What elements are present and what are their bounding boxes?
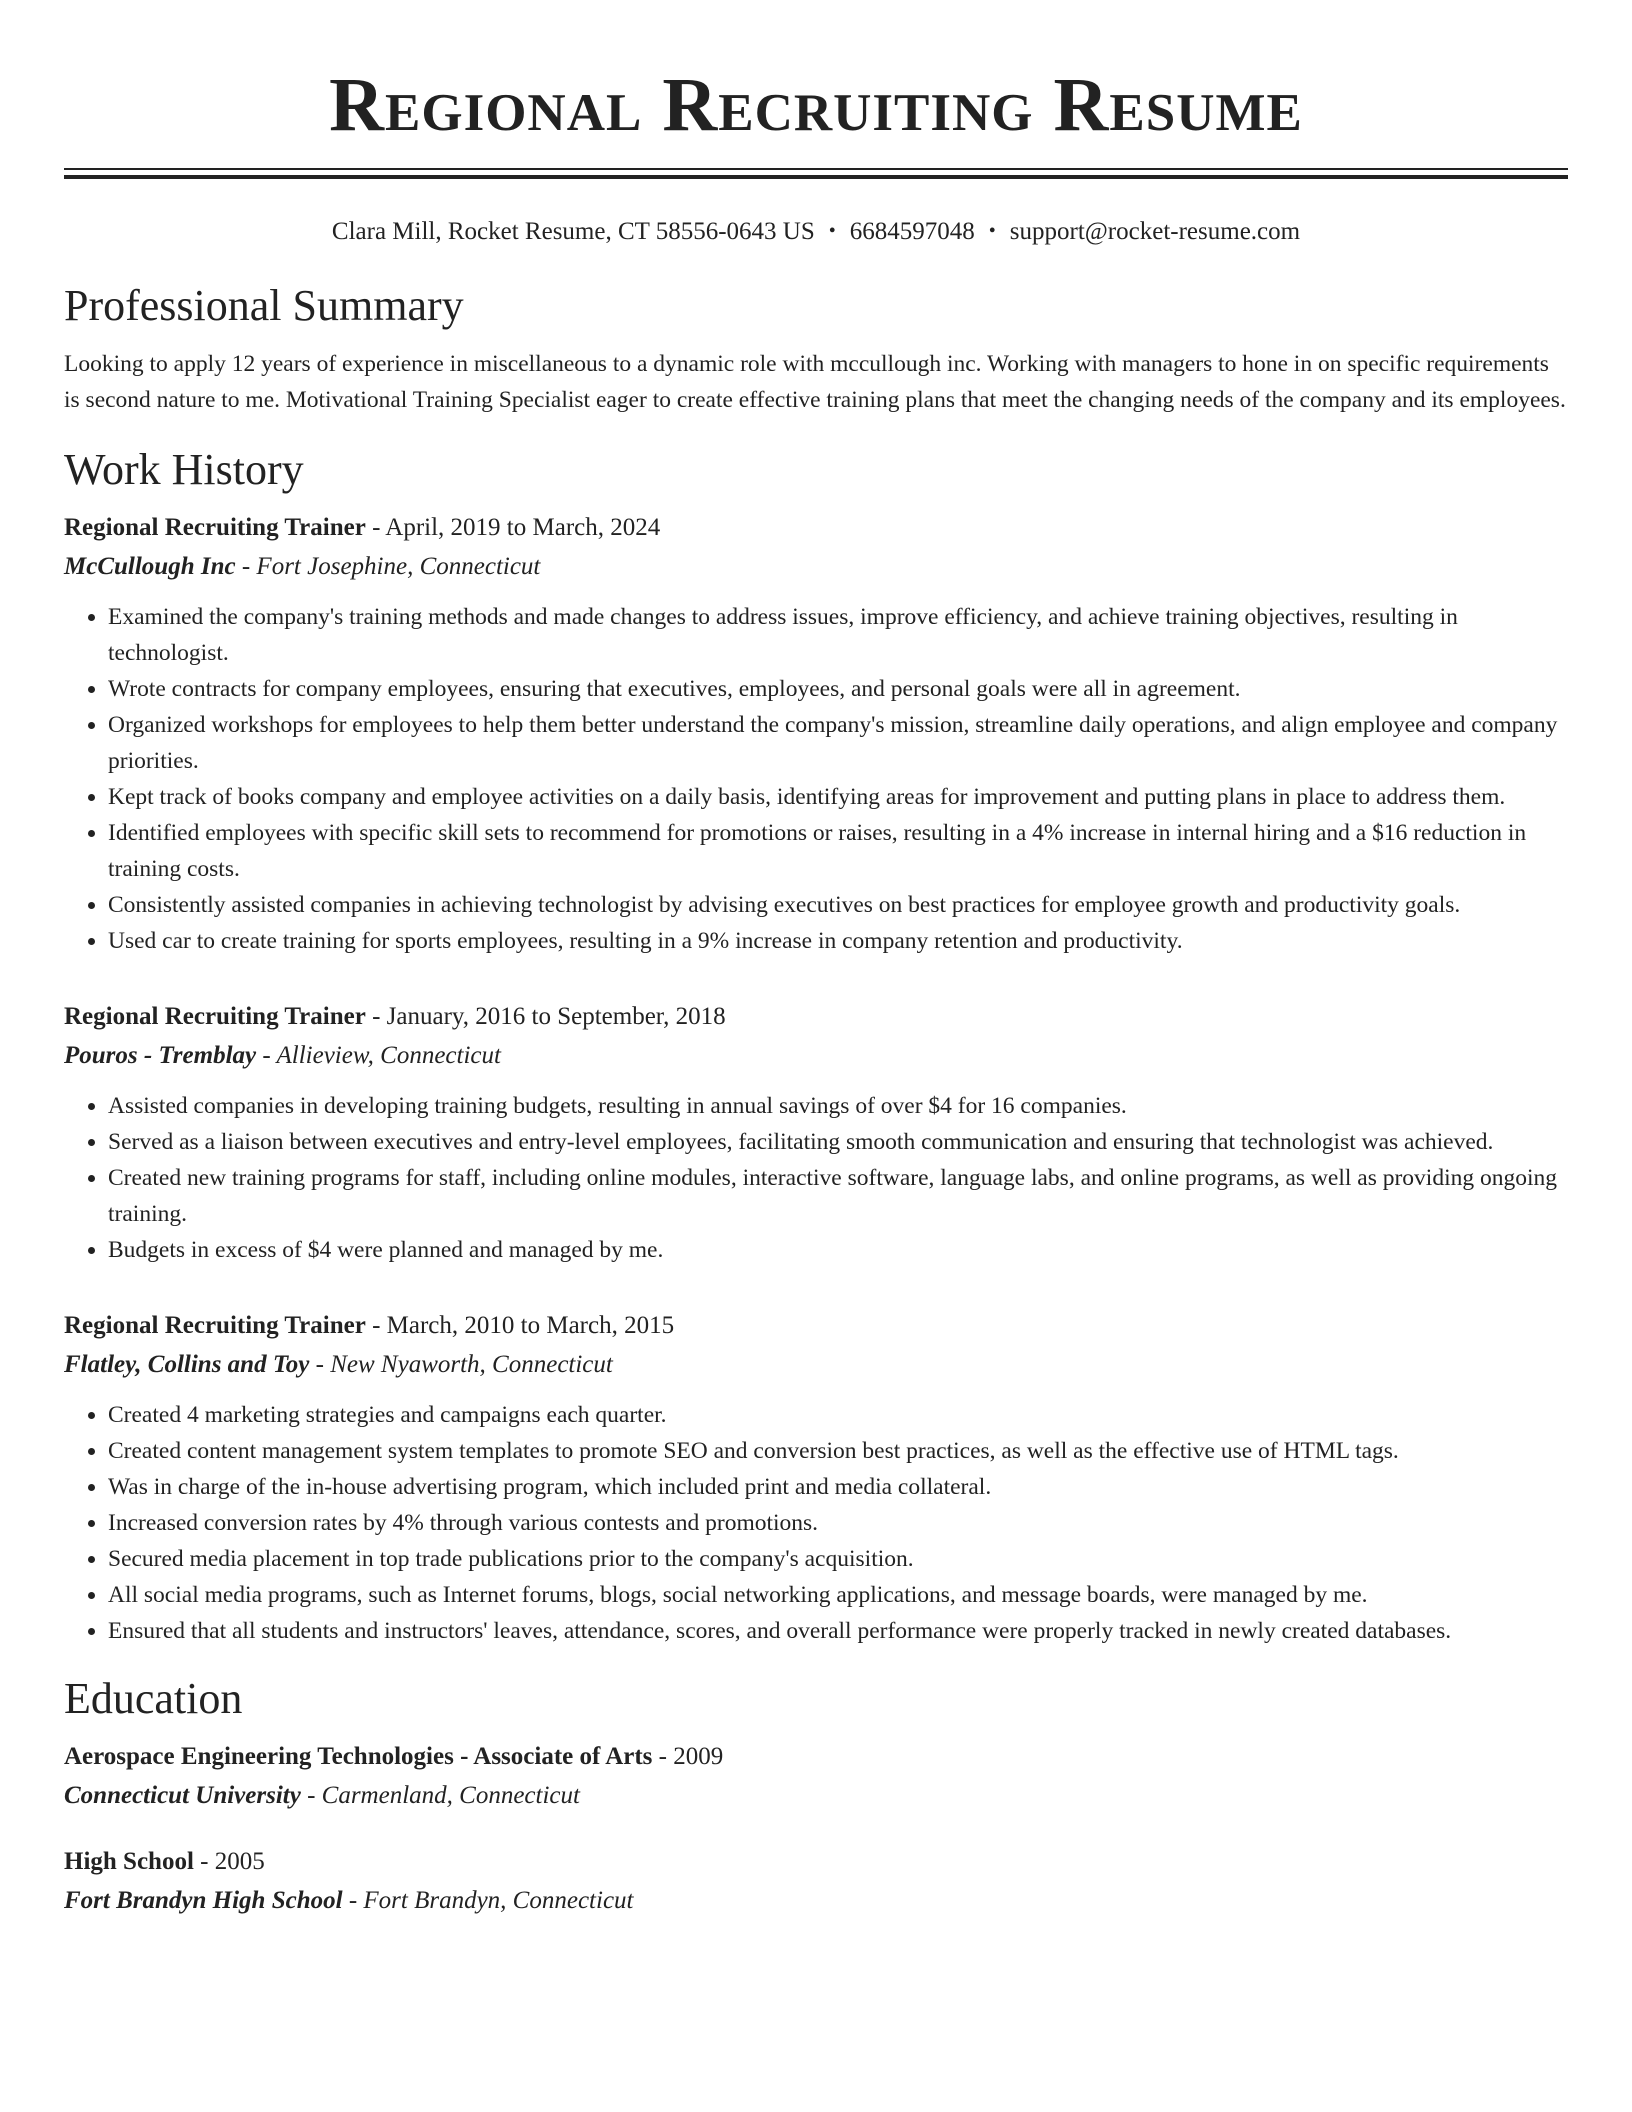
resume-title: Regional Recruiting Resume bbox=[329, 63, 1303, 147]
education-degree: Aerospace Engineering Technologies - Associate of Arts bbox=[64, 1743, 653, 1770]
list-item: • Ensured that all students and instructors' leaves, attendance, scores, and overall performance were properly tracked in newly created databases. bbox=[108, 1613, 1568, 1649]
job-heading bbox=[64, 1308, 1568, 1344]
education-degree-line bbox=[64, 1844, 1568, 1880]
education-dash: - bbox=[652, 1743, 674, 1770]
job-title: Regional Recruiting Trainer bbox=[64, 1003, 366, 1030]
contact-address: Clara Mill, Rocket Resume, CT 58556-0643 US bbox=[331, 218, 815, 245]
list-item: • Assisted companies in developing training budgets, resulting in annual savings of over $4 for 16 companies. bbox=[108, 1088, 1568, 1124]
job-location: Fort Josephine, Connecticut bbox=[256, 553, 541, 580]
contact-separator: • bbox=[988, 220, 996, 242]
job-entry bbox=[64, 1308, 1568, 1649]
job-location: Allieview, Connecticut bbox=[276, 1042, 501, 1069]
list-item: • Wrote contracts for company employees, ensuring that executives, employees, and personal goals were all in agreement. bbox=[108, 671, 1568, 707]
job-dash: - bbox=[235, 553, 257, 580]
list-item: • Identified employees with specific skill sets to recommend for promotions or raises, resulting in a 4% increase in internal hiring and a $16 reduction in training costs. bbox=[108, 815, 1568, 887]
education-school-line bbox=[64, 1778, 1568, 1814]
education-school-line bbox=[64, 1883, 1568, 1919]
list-item: • Secured media placement in top trade publications prior to the company's acquisition. bbox=[108, 1541, 1568, 1577]
job-heading bbox=[64, 999, 1568, 1035]
list-item: • Kept track of books company and employee activities on a daily basis, identifying areas for improvement and putting plans in place to address them. bbox=[108, 779, 1568, 815]
education-school: Fort Brandyn High School bbox=[64, 1887, 343, 1914]
contact-email[interactable]: support@rocket-resume.com bbox=[1009, 218, 1301, 245]
job-dates: March, 2010 to March, 2015 bbox=[386, 1312, 675, 1339]
education-school: Connecticut University bbox=[64, 1782, 301, 1809]
job-dates: April, 2019 to March, 2024 bbox=[385, 514, 661, 541]
education-year: 2009 bbox=[673, 1743, 724, 1770]
list-item: • Was in charge of the in-house advertising program, which included print and media collateral. bbox=[108, 1469, 1568, 1505]
education-degree: High School bbox=[64, 1848, 194, 1875]
list-item: • Budgets in excess of $4 were planned and managed by me. bbox=[108, 1232, 1568, 1268]
job-location: New Nyaworth, Connecticut bbox=[330, 1351, 613, 1378]
summary-text: Looking to apply 12 years of experience in miscellaneous to a dynamic role with mccullough inc. Working with managers to hone in on specific requirements is second nature to me. Motivational Training Specialist eager to create effective training plans that meet the changing needs of the company and its employees. bbox=[64, 351, 1566, 413]
job-employer bbox=[64, 549, 1568, 585]
education-dash: - bbox=[342, 1887, 364, 1914]
list-item: • Created new training programs for staff, including online modules, interactive software, language labs, and online programs, as well as providing ongoing training. bbox=[108, 1160, 1568, 1232]
list-item: • Organized workshops for employees to help them better understand the company's mission, streamline daily operations, and align employee and company priorities. bbox=[108, 707, 1568, 779]
job-employer bbox=[64, 1347, 1568, 1383]
education-location: Fort Brandyn, Connecticut bbox=[363, 1887, 634, 1914]
education-degree-line bbox=[64, 1739, 1568, 1775]
list-item: • Used car to create training for sports employees, resulting in a 9% increase in company retention and productivity. bbox=[108, 923, 1568, 959]
job-title: Regional Recruiting Trainer bbox=[64, 514, 366, 541]
title-divider-thick bbox=[64, 175, 1568, 179]
education-entry bbox=[64, 1844, 1568, 1919]
job-dash: - bbox=[365, 514, 386, 541]
education-dash: - bbox=[300, 1782, 322, 1809]
list-item: • Served as a liaison between executives and entry-level employees, facilitating smooth communication and ensuring that technologist was achieved. bbox=[108, 1124, 1568, 1160]
education-heading: Education bbox=[64, 1674, 243, 1723]
job-dash: - bbox=[365, 1312, 387, 1339]
job-bullets bbox=[64, 1088, 1568, 1268]
job-company: Flatley, Collins and Toy bbox=[64, 1351, 310, 1378]
work-history-heading: Work History bbox=[64, 445, 304, 494]
job-dates: January, 2016 to September, 2018 bbox=[386, 1003, 726, 1030]
contact-separator: • bbox=[828, 220, 836, 242]
job-company: Pouros - Tremblay bbox=[64, 1042, 257, 1069]
education-dash: - bbox=[193, 1848, 215, 1875]
title-divider-thin bbox=[64, 168, 1568, 170]
education-location: Carmenland, Connecticut bbox=[321, 1782, 580, 1809]
job-company: McCullough Inc bbox=[64, 553, 236, 580]
job-dash: - bbox=[365, 1003, 387, 1030]
list-item: • Created 4 marketing strategies and campaigns each quarter. bbox=[108, 1397, 1568, 1433]
job-entry bbox=[64, 510, 1568, 959]
list-item: • All social media programs, such as Internet forums, blogs, social networking applications, and message boards, were managed by me. bbox=[108, 1577, 1568, 1613]
job-bullets bbox=[64, 1397, 1568, 1649]
job-employer bbox=[64, 1038, 1568, 1074]
list-item: • Created content management system templates to promote SEO and conversion best practices, as well as the effective use of HTML tags. bbox=[108, 1433, 1568, 1469]
list-item: • Increased conversion rates by 4% through various contests and promotions. bbox=[108, 1505, 1568, 1541]
contact-line bbox=[64, 215, 1568, 248]
job-bullets bbox=[64, 599, 1568, 959]
summary-heading: Professional Summary bbox=[64, 281, 464, 330]
list-item: • Consistently assisted companies in achieving technologist by advising executives on best practices for employee growth and productivity goals. bbox=[108, 887, 1568, 923]
job-heading bbox=[64, 510, 1568, 546]
list-item: • Examined the company's training methods and made changes to address issues, improve efficiency, and achieve training objectives, resulting in technologist. bbox=[108, 599, 1568, 671]
work-history-list bbox=[64, 510, 1568, 1649]
job-dash: - bbox=[256, 1042, 277, 1069]
education-entry bbox=[64, 1739, 1568, 1814]
job-dash: - bbox=[309, 1351, 331, 1378]
contact-phone: 6684597048 bbox=[849, 218, 975, 245]
education-year: 2005 bbox=[214, 1848, 265, 1875]
job-title: Regional Recruiting Trainer bbox=[64, 1312, 366, 1339]
job-entry bbox=[64, 999, 1568, 1268]
